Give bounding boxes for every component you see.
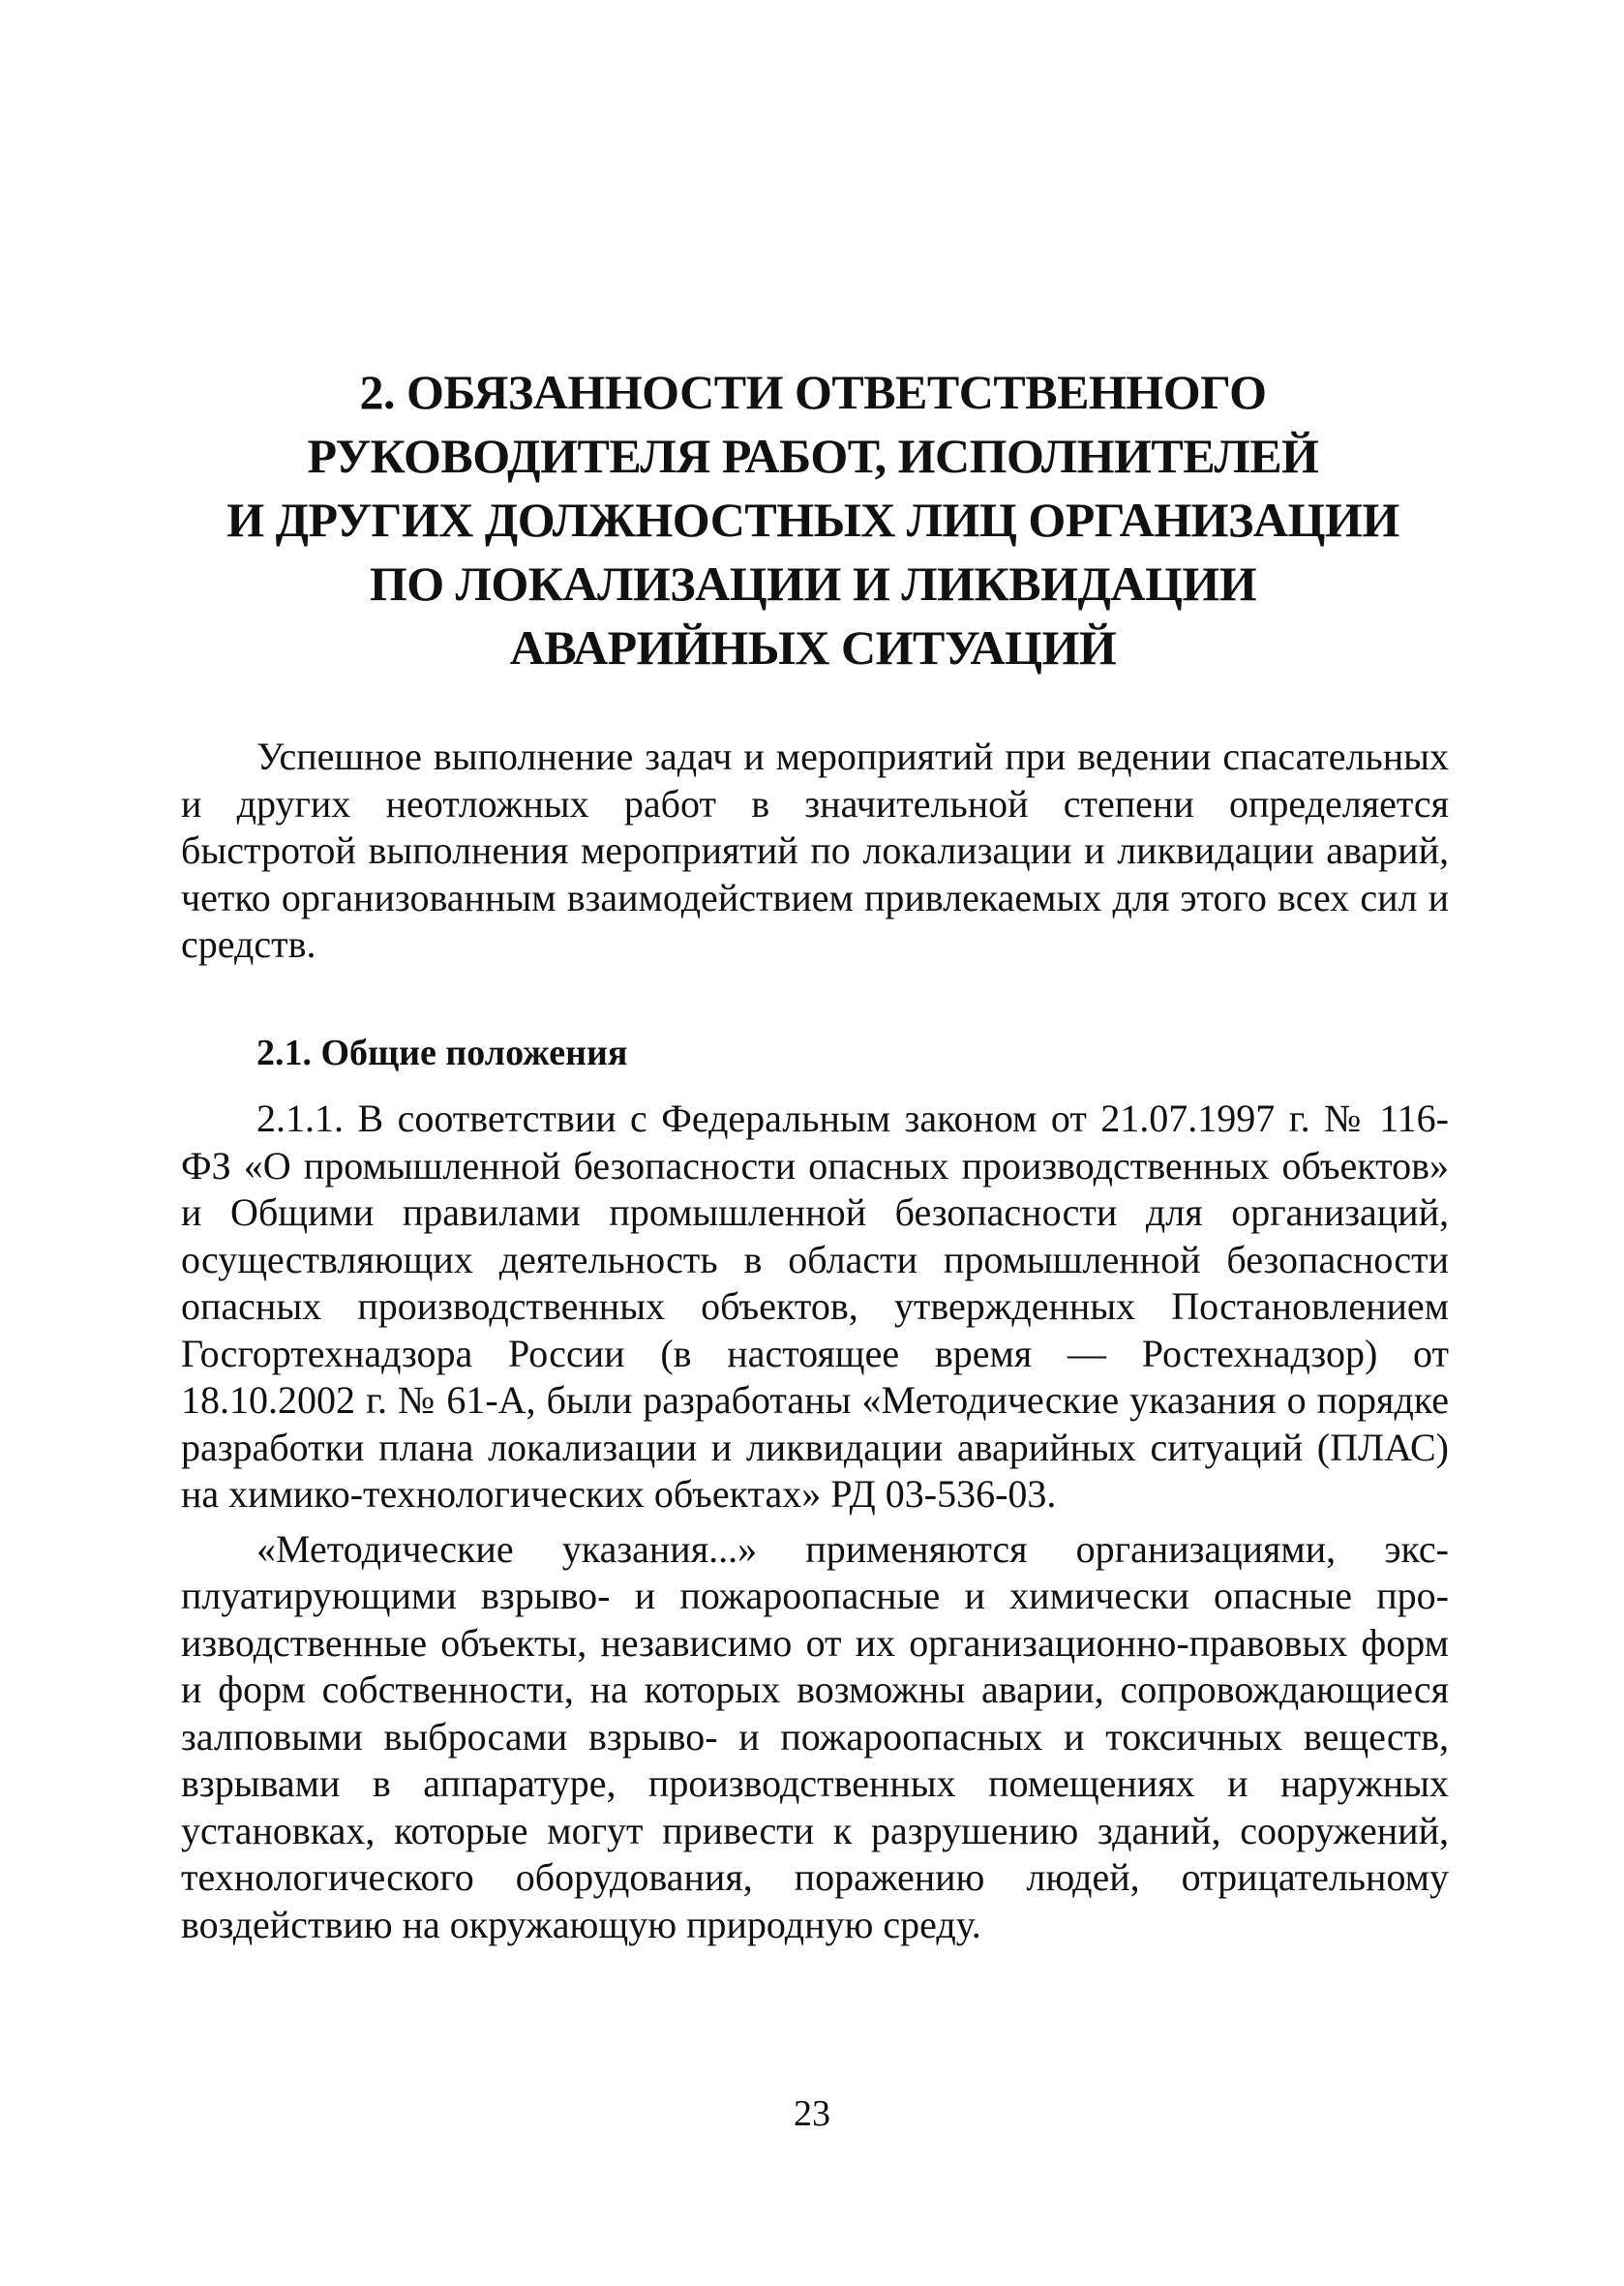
section-paragraph: «Методические указания...» применяются организациями, эксплуатирующими взрыво- и пожароопасные и химически опасные производственные объекты, независимо от их организационно-правовых форм и форм собственности, на которых возможны аварии, сопровождающиеся залповыми выбросами взрыво- и пожароопасных и токсичных веществ, взрывами в аппаратуре, производственных помещениях и наружных установках, которые могут привести к разрушению зданий, сооружений, технологического оборудования, поражению людей, отрицательному воздействию на окружающую природную среду. bbox=[181, 1526, 1449, 1946]
chapter-title bbox=[223, 360, 1403, 679]
page-number: 23 bbox=[794, 2093, 830, 2134]
intro-paragraph: Успешное выполнение задач и мероприятий при ведении спасательных и других неотложных работ в значительной степени определяется быстротой выполнения мероприятий по локализации и ликвидации аварий, четко организованным взаимодействием привлекаемых для этого всех сил и средств. bbox=[181, 735, 1449, 966]
section-body bbox=[181, 1096, 1449, 1948]
chapter-title-line: 2. ОБЯЗАННОСТИ ОТВЕТСТВЕННОГО bbox=[359, 365, 1267, 419]
intro-text bbox=[181, 734, 1449, 969]
chapter-title-line: И ДРУГИХ ДОЛЖНОСТНЫХ ЛИЦ ОРГАНИЗАЦИИ bbox=[226, 493, 1399, 547]
section-paragraph: 2.1.1. В соответствии с Федеральным законом от 21.07.1997 г. № 116-ФЗ «О промышленной безопасности опасных производственных объектов» и Общими правилами промышленной безопасности для организаций, осуществляющих деятельность в области промышленной безопасности опасных производственных объектов, утвержденных Постановлением Госгортехнадзора России (в настоящее время — Ростехнадзор) от 18.10.2002 г. № 61-А, были разработаны «Методические указания о порядке разработки плана локализации и ликвидации аварийных ситуаций (ПЛАС) на химико-технологических объектах» РД 03-536-03. bbox=[181, 1097, 1449, 1516]
chapter-title-line: РУКОВОДИТЕЛЯ РАБОТ, ИСПОЛНИТЕЛЕЙ bbox=[307, 429, 1319, 483]
section-heading: 2.1. Общие положения bbox=[256, 1033, 628, 1073]
chapter-title-line: ПО ЛОКАЛИЗАЦИИ И ЛИКВИДАЦИИ bbox=[369, 556, 1257, 611]
chapter-title-line: АВАРИЙНЫХ СИТУАЦИЙ bbox=[509, 620, 1117, 675]
